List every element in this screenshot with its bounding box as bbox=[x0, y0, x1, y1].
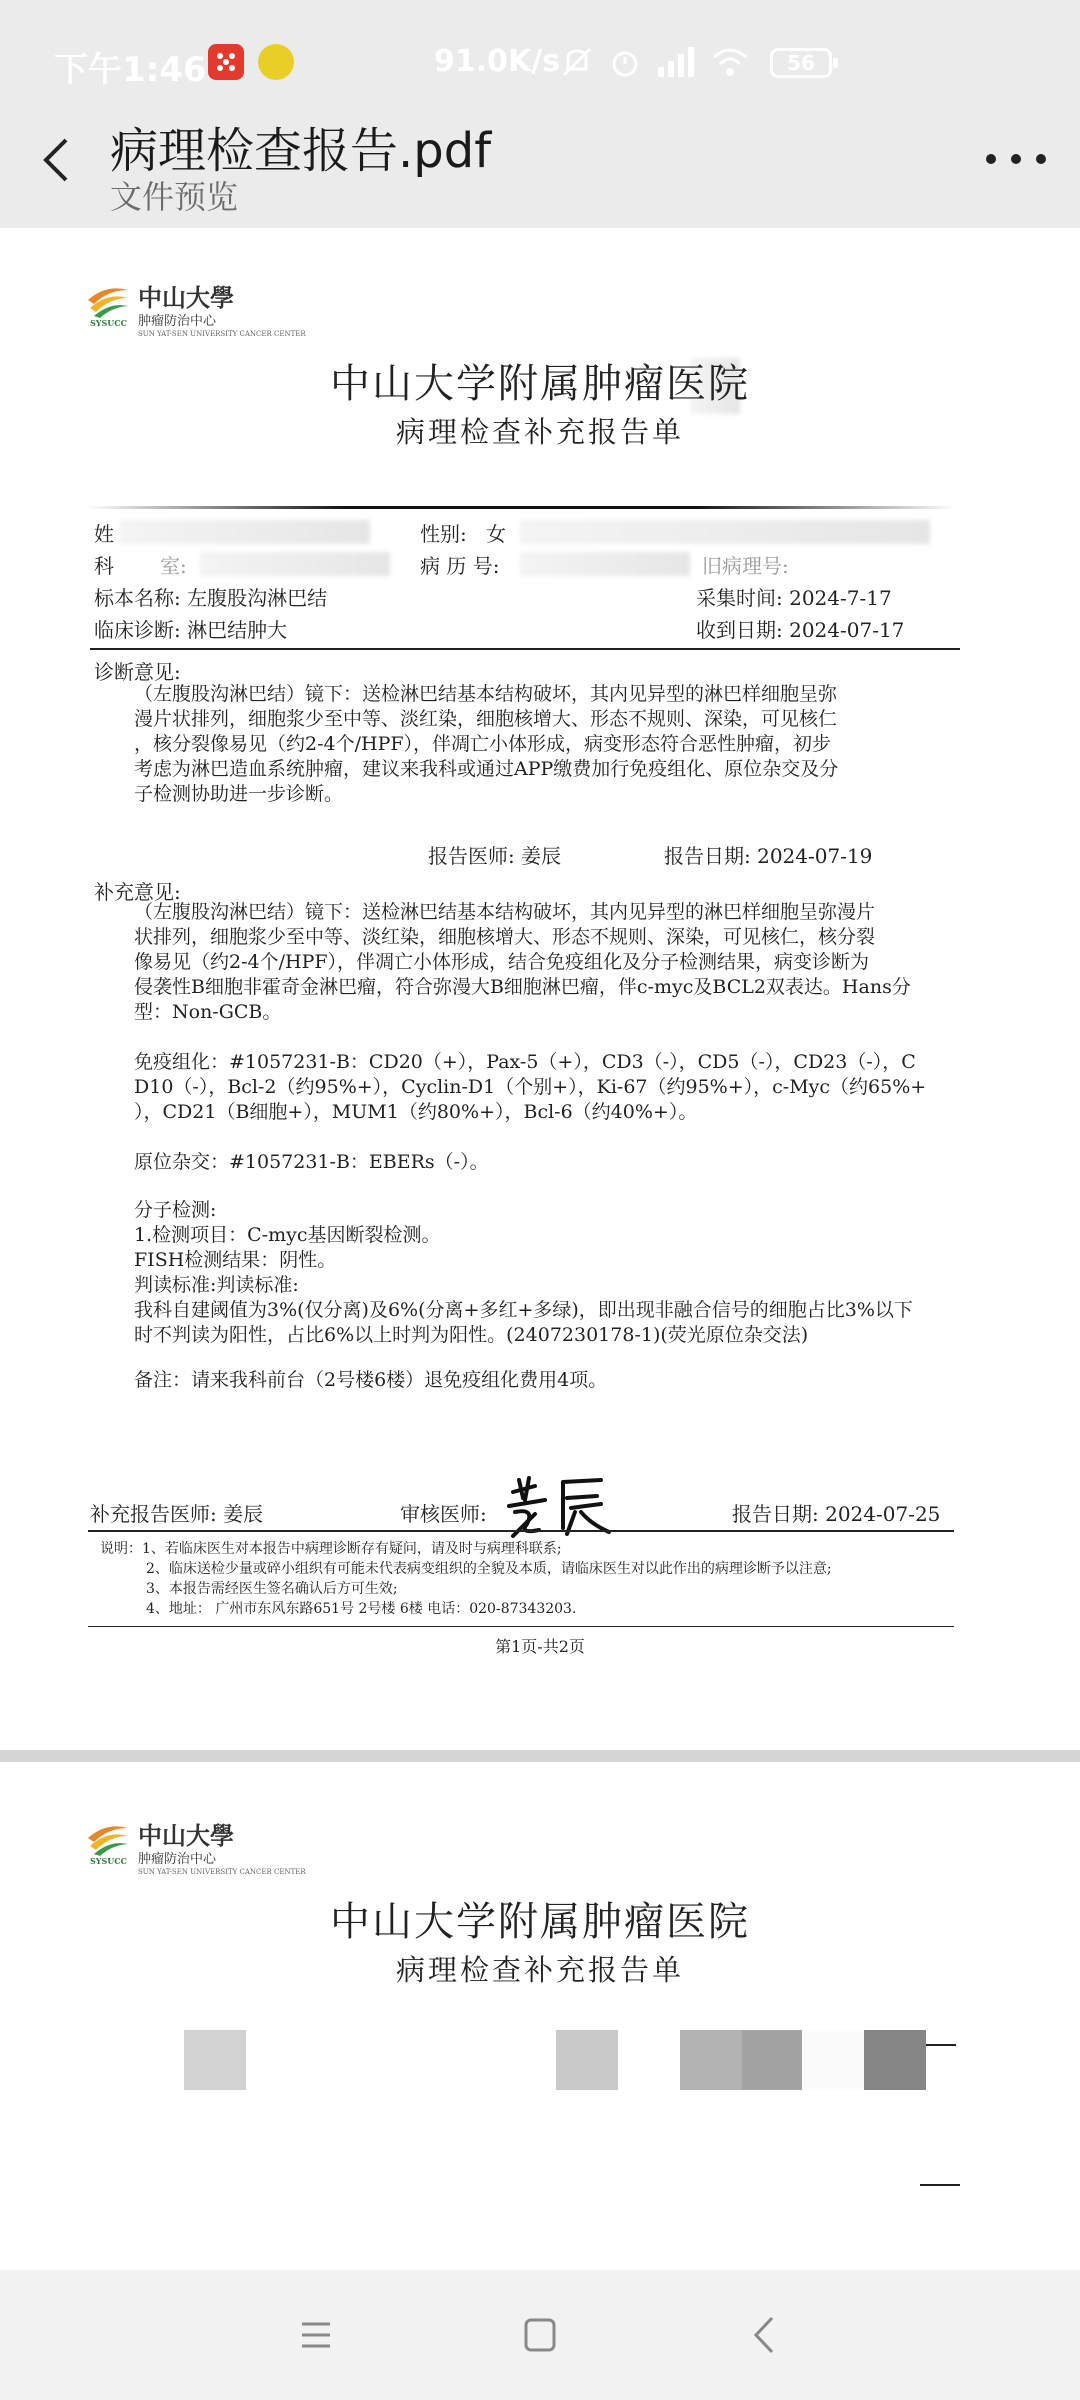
diagnosis-heading: 诊断意见: bbox=[94, 660, 181, 684]
molecular-line: 我科自建阈值为3%(仅分离)及6%(分离+多红+多绿)，即出现非融合信号的细胞占比3%以下 bbox=[134, 1299, 913, 1321]
menu-icon bbox=[286, 2310, 346, 2360]
logo-english: SUN YAT-SEN UNIVERSITY CANCER CENTER bbox=[138, 330, 306, 338]
supplement-line: 状排列，细胞浆少至中等、淡红染，细胞核增大、形态不规则、深染，可见核仁，核分裂 bbox=[134, 926, 876, 948]
molecular-line: 判读标准:判读标准: bbox=[134, 1274, 299, 1296]
diagnosis-line: ，核分裂像易见（约2-4个/HPF），伴凋亡小体形成，病变形态符合恶性肿瘤，初步 bbox=[134, 733, 832, 755]
old-pathology-label: 旧病理号: bbox=[702, 554, 789, 578]
supplement-line: 型：Non-GCB。 bbox=[134, 1001, 282, 1023]
sex-label: 性别: bbox=[420, 522, 467, 546]
report-doctor: 报告医师: 姜辰 bbox=[428, 844, 562, 868]
molecular-line: 时不判读为阳性，占比6%以上时判为阳性。(2407230178-1)(荧光原位杂交法) bbox=[134, 1324, 809, 1346]
ihc-line: D10（-），Bcl-2（约95%+），Cyclin-D1（个别+），Ki-67（约95%+），c-Myc（约65%+ bbox=[134, 1076, 927, 1098]
clinical-diagnosis: 临床诊断: 淋巴结肿大 bbox=[94, 618, 288, 642]
supplement-doctor: 补充报告医师: 姜辰 bbox=[90, 1502, 264, 1526]
system-nav-bar bbox=[0, 2270, 1080, 2400]
review-doctor-label: 审核医师: bbox=[400, 1502, 487, 1526]
molecular-line: 1.检测项目：C-myc基因断裂检测。 bbox=[134, 1224, 441, 1246]
logo-name: 中山大學 bbox=[138, 1821, 234, 1850]
report-date-1: 报告日期: 2024-07-19 bbox=[664, 844, 873, 868]
rule-fragment bbox=[920, 2184, 960, 2186]
network-speed: 91.0K/s bbox=[434, 44, 561, 79]
logo-english: SUN YAT-SEN UNIVERSITY CANCER CENTER bbox=[138, 1868, 306, 1876]
redacted-block bbox=[556, 2030, 618, 2090]
specimen-name: 标本名称: 左腹股沟淋巴结 bbox=[94, 586, 328, 610]
footer-rule-2 bbox=[88, 1626, 954, 1627]
molecular-line: FISH检测结果：阴性。 bbox=[134, 1249, 337, 1271]
redacted-block bbox=[680, 2030, 742, 2090]
ihc-line: 免疫组化：#1057231-B：CD20（+），Pax-5（+），CD3（-），CD5（-），CD23（-），C bbox=[134, 1051, 916, 1073]
file-title: 病理检查报告.pdf bbox=[110, 123, 492, 179]
molecular-line: 分子检测: bbox=[134, 1199, 217, 1221]
supplement-text bbox=[134, 900, 911, 1025]
diagnosis-line: 漫片状排列，细胞浆少至中等、淡红染，细胞核增大、形态不规则、深染，可见核仁 bbox=[134, 708, 838, 730]
page-divider bbox=[0, 1750, 1080, 1762]
mute-icon bbox=[560, 45, 594, 79]
redacted-name bbox=[120, 520, 370, 544]
diagnosis-line: 考虑为淋巴造血系统肿瘤，建议来我科或通过APP缴费加行免疫组化、原位杂交及分 bbox=[134, 758, 839, 780]
logo-abbr: SYSUCC bbox=[90, 1856, 127, 1866]
supplement-line: 像易见（约2-4个/HPF），伴凋亡小体形成，结合免疫组化及分子检测结果，病变诊断为 bbox=[134, 951, 870, 973]
logo-abbr: SYSUCC bbox=[90, 318, 127, 328]
app-header bbox=[0, 100, 1080, 228]
rule-fragment bbox=[926, 2044, 956, 2046]
logo-subname: 肿瘤防治中心 bbox=[138, 1852, 217, 1867]
hospital-name: 中山大学附属肿瘤医院 bbox=[330, 361, 750, 407]
battery-icon: 56 bbox=[770, 48, 832, 78]
report-title: 病理检查补充报告单 bbox=[395, 415, 684, 449]
hospital-name: 中山大学附属肿瘤医院 bbox=[330, 1899, 750, 1945]
redacted-block bbox=[802, 2030, 864, 2090]
dept-label: 科 bbox=[94, 554, 114, 578]
pdf-page-1[interactable] bbox=[0, 228, 1080, 1750]
system-back-button[interactable] bbox=[736, 2310, 796, 2360]
square-icon bbox=[510, 2310, 570, 2360]
app-notification-icon-2 bbox=[258, 44, 294, 80]
logo-subname: 肿瘤防治中心 bbox=[138, 314, 217, 329]
more-dot-icon bbox=[986, 154, 996, 164]
redacted-age bbox=[520, 520, 930, 544]
report-date-2: 报告日期: 2024-07-25 bbox=[732, 1502, 941, 1526]
footer-rule bbox=[88, 1530, 954, 1532]
supplement-line: 侵袭性B细胞非霍奇金淋巴瘤，符合弥漫大B细胞淋巴瘤，伴c-myc及BCL2双表达。Hans分 bbox=[134, 976, 911, 998]
back-button[interactable] bbox=[30, 130, 90, 190]
diagnosis-text bbox=[134, 682, 838, 807]
logo-emblem-icon bbox=[86, 282, 130, 318]
more-dot-icon bbox=[1011, 154, 1021, 164]
redacted-block bbox=[184, 2030, 246, 2090]
collect-time: 采集时间: 2024-7-17 bbox=[696, 586, 892, 610]
receive-date: 收到日期: 2024-07-17 bbox=[696, 618, 905, 642]
notes-line: 说明：1、若临床医生对本报告中病理诊断存有疑问，请及时与病理科联系; bbox=[100, 1541, 562, 1557]
report-title: 病理检查补充报告单 bbox=[395, 1953, 684, 1987]
hospital-logo bbox=[86, 278, 306, 338]
ihc-text bbox=[134, 1050, 926, 1125]
pdf-page-2[interactable] bbox=[0, 1762, 1080, 2270]
note-text: 备注：请来我科前台（2号楼6楼）退免疫组化费用4项。 bbox=[134, 1369, 608, 1391]
redacted-block bbox=[742, 2030, 802, 2090]
case-label: 病 历 号: bbox=[420, 554, 500, 578]
recent-apps-button[interactable] bbox=[286, 2310, 346, 2360]
signal-icon bbox=[656, 45, 696, 79]
chevron-left-icon bbox=[736, 2310, 796, 2360]
more-options-button[interactable] bbox=[986, 144, 1046, 174]
chevron-left-icon bbox=[30, 130, 90, 190]
logo-emblem-icon bbox=[86, 1820, 130, 1856]
app-notification-icon bbox=[208, 44, 244, 80]
status-time: 下午1:46 bbox=[54, 50, 207, 90]
ish-text: 原位杂交：#1057231-B：EBERs（-）。 bbox=[134, 1151, 489, 1173]
page-number: 第1页-共2页 bbox=[495, 1637, 585, 1656]
home-button[interactable] bbox=[510, 2310, 570, 2360]
logo-name: 中山大學 bbox=[138, 283, 234, 312]
diagnosis-line: 子检测协助进一步诊断。 bbox=[134, 783, 344, 805]
diagnosis-line: （左腹股沟淋巴结）镜下：送检淋巴结基本结构破坏，其内见异型的淋巴样细胞呈弥 bbox=[134, 683, 838, 705]
notes-line: 4、地址： 广州市东风东路651号 2号楼 6楼 电话：020-87343203. bbox=[146, 1601, 577, 1617]
wifi-icon bbox=[710, 45, 750, 79]
more-dot-icon bbox=[1036, 154, 1046, 164]
redacted-case bbox=[520, 552, 690, 576]
notes-line: 3、本报告需经医生签名确认后方可生效; bbox=[146, 1581, 398, 1597]
status-icons bbox=[560, 40, 750, 84]
ihc-line: ），CD21（B细胞+），MUM1（约80%+），Bcl-6（约40%+）。 bbox=[134, 1101, 698, 1123]
supplement-line: （左腹股沟淋巴结）镜下：送检淋巴结基本结构破坏，其内见异型的淋巴样细胞呈弥漫片 bbox=[134, 901, 876, 923]
hospital-logo bbox=[86, 1816, 306, 1876]
molecular-text bbox=[134, 1198, 913, 1348]
supplement-heading: 补充意见: bbox=[94, 880, 181, 904]
redacted-dept bbox=[200, 552, 390, 576]
file-subtitle: 文件预览 bbox=[110, 178, 239, 216]
redacted-block bbox=[864, 2030, 926, 2090]
name-label: 姓 bbox=[94, 522, 114, 546]
alarm-icon bbox=[608, 45, 642, 79]
header-rule bbox=[86, 506, 956, 509]
notes-line: 2、临床送检少量或碎小组织有可能未代表病变组织的全貌及本质，请临床医生对以此作出的病理诊断予以注意; bbox=[146, 1561, 832, 1577]
section-rule bbox=[90, 648, 960, 650]
dept-partial: 室: bbox=[160, 554, 187, 578]
sex-value: 女 bbox=[486, 522, 506, 546]
